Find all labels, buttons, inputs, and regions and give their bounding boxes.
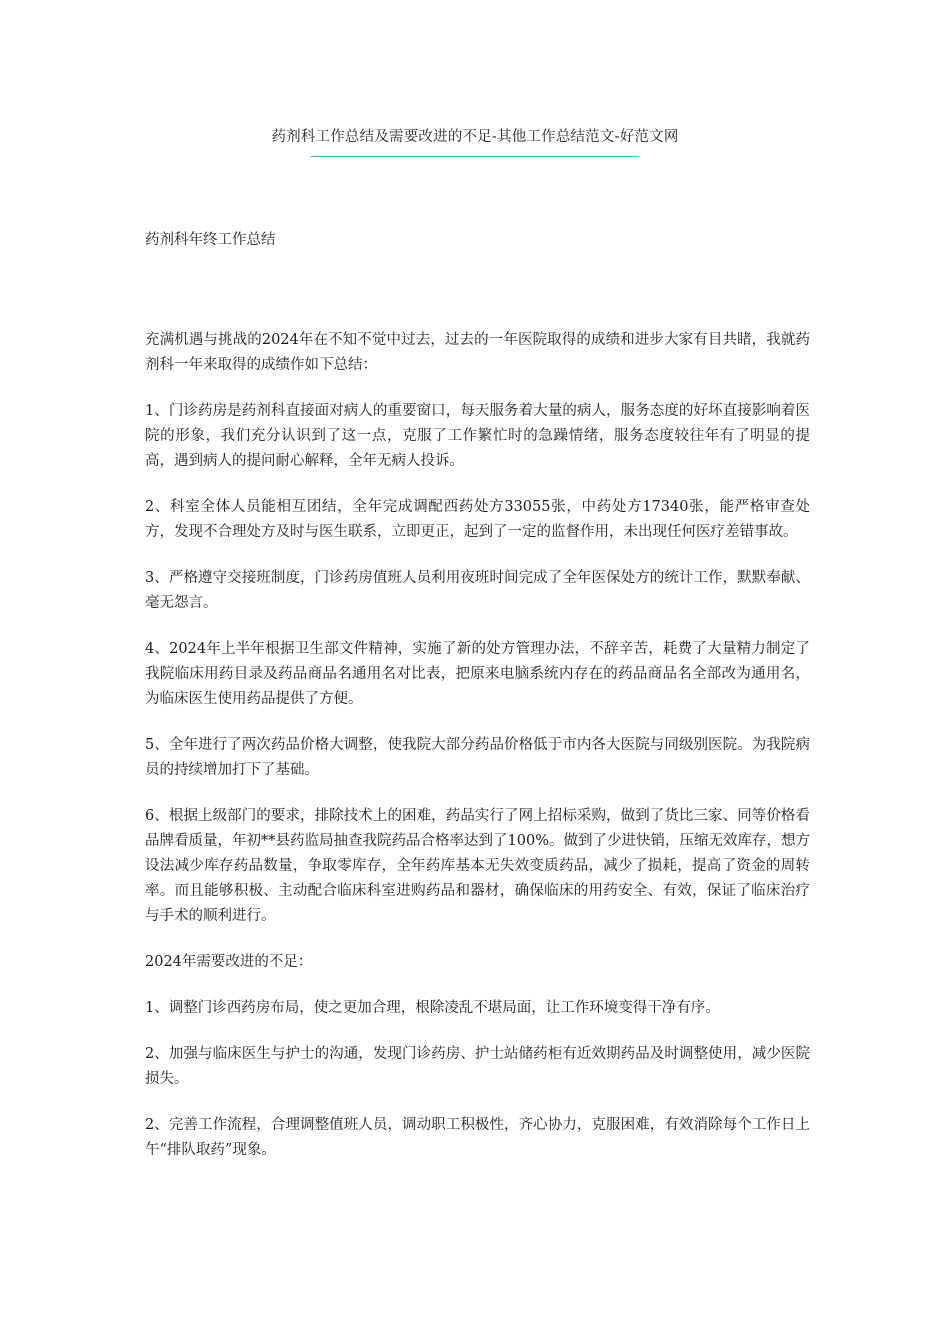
document-body xyxy=(145,230,810,1184)
section-heading: 药剂科年终工作总结 xyxy=(145,232,276,248)
document-header xyxy=(145,128,805,164)
paragraph-item-1: 1、门诊药房是药剂科直接面对病人的重要窗口，每天服务着大量的病人，服务态度的好坏直接影响着医院的形象，我们充分认识到了这一点，克服了工作繁忙时的急躁情绪，服务态度较往年有了明显的提高，遇到病人的提问耐心解释，全年无病人投诉。 xyxy=(145,403,810,469)
improvements-heading: 2024年需要改进的不足： xyxy=(145,954,313,970)
improvement-item-1: 1、调整门诊西药房布局，使之更加合理，根除凌乱不堪局面，让工作环境变得干净有序。 xyxy=(145,1000,720,1016)
paragraph-intro: 充满机遇与挑战的2024年在不知不觉中过去，过去的一年医院取得的成绩和进步大家有目共睹，我就药剂科一年来取得的成绩作如下总结： xyxy=(145,332,810,373)
paragraph-item-4: 4、2024年上半年根据卫生部文件精神，实施了新的处方管理办法，不辞辛苦，耗费了大量精力制定了我院临床用药目录及药品商品名通用名对比表，把原来电脑系统内存在的药品商品名全部改为通用名，为临床医生使用药品提供了方便。 xyxy=(145,641,810,707)
improvement-item-3: 2、完善工作流程，合理调整值班人员，调动职工积极性，齐心协力，克服困难，有效消除每个工作日上午“排队取药”现象。 xyxy=(145,1117,810,1158)
paragraph-item-5: 5、全年进行了两次药品价格大调整，使我院大部分药品价格低于市内各大医院与同级别医院。为我院病员的持续增加打下了基础。 xyxy=(145,737,810,778)
paragraph-item-6: 6、根据上级部门的要求，排除技术上的困难，药品实行了网上招标采购，做到了货比三家、同等价格看品牌看质量，年初**县药监局抽查我院药品合格率达到了100%。做到了少进快销，压缩无效库存，想方设法减少库存药品数量，争取零库存，全年药库基本无失效变质药品，减少了损耗，提高了资金的周转率。而且能够积极、主动配合临床科室进购药品和器材，确保临床的用药安全、有效，保证了临床治疗与手术的顺利进行。 xyxy=(145,808,810,924)
document-title: 药剂科工作总结及需要改进的不足-其他工作总结范文-好范文网 xyxy=(271,129,679,145)
paragraph-item-2: 2、科室全体人员能相互团结，全年完成调配西药处方33055张，中药处方17340张，能严格审查处方，发现不合理处方及时与医生联系，立即更正，起到了一定的监督作用，未出现任何医疗差错事故。 xyxy=(145,499,810,540)
title-divider: —————————————————————————————————————————— xyxy=(310,150,640,164)
improvement-item-2: 2、加强与临床医生与护士的沟通，发现门诊药房、护士站储药柜有近效期药品及时调整使用，减少医院损失。 xyxy=(145,1046,810,1087)
paragraph-item-3: 3、严格遵守交接班制度，门诊药房值班人员利用夜班时间完成了全年医保处方的统计工作，默默奉献、毫无怨言。 xyxy=(145,570,810,611)
